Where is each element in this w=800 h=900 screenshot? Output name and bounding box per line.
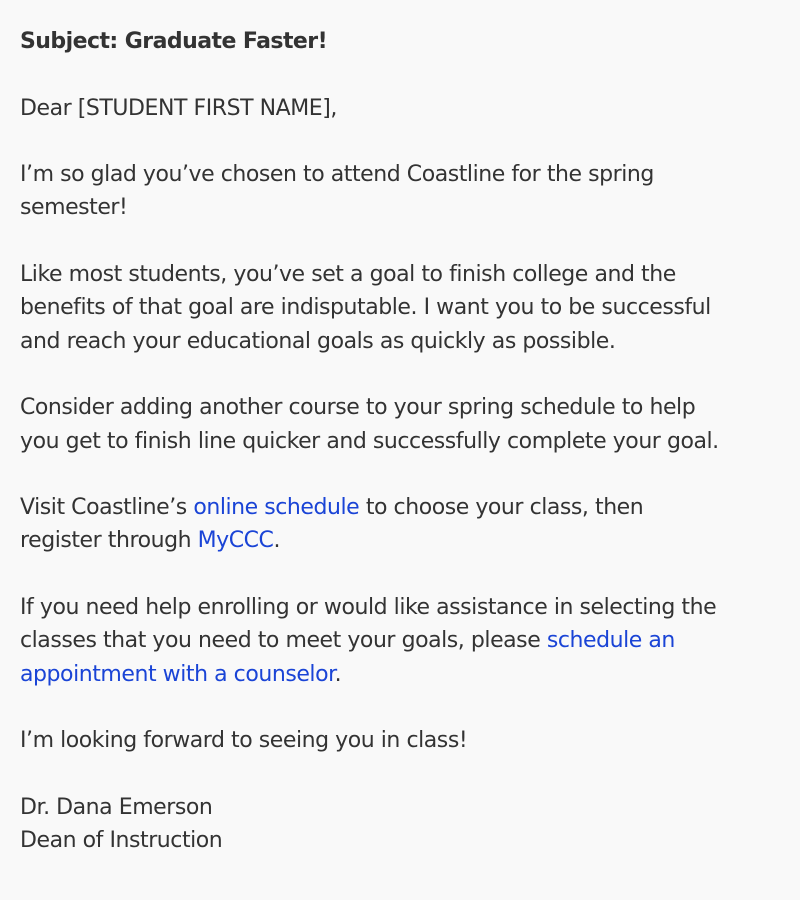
signature [20,791,784,858]
email-subject: Subject: Graduate Faster! [20,29,328,54]
goal-line-3: and reach your educational goals as quickly as possible. [20,328,616,354]
visit-line-1 [20,491,784,524]
help-line3-suffix: . [334,661,342,687]
visit-prefix: Visit Coastline’s [20,495,194,521]
help-paragraph [20,591,784,691]
signature-title: Dean of Instruction [20,828,223,854]
greeting: Dear [STUDENT FIRST NAME], [20,95,337,121]
visit-line-2 [20,524,784,557]
visit-middle: to choose your class, then [359,495,644,521]
help-line-1: If you need help enrolling or would like assistance in selecting the [20,595,717,621]
closing: I’m looking forward to seeing you in class! [20,728,468,754]
consider-line-2: you get to finish line quicker and successfully complete your goal. [20,428,719,454]
help-line-3 [20,658,784,691]
intro-paragraph [20,158,784,225]
intro-line-1: I’m so glad you’ve chosen to attend Coastline for the spring [20,162,654,188]
intro-line-2: semester! [20,195,128,221]
goal-paragraph [20,258,784,358]
counselor-appointment-link-continued[interactable]: appointment with a counselor [20,661,335,687]
help-line-2 [20,624,784,657]
consider-line-1: Consider adding another course to your spring schedule to help [20,395,696,421]
goal-line-2: benefits of that goal are indisputable. I want you to be successful [20,295,711,321]
help-line2-prefix: classes that you need to meet your goals, please [20,628,547,654]
myccc-link[interactable]: MyCCC [197,528,274,554]
counselor-appointment-link[interactable]: schedule an [546,628,675,654]
consider-paragraph [20,391,784,458]
visit-paragraph [20,491,784,558]
signature-name: Dr. Dana Emerson [20,794,213,820]
goal-line-1: Like most students, you’ve set a goal to finish college and the [20,262,676,288]
visit-line2-suffix: . [273,528,281,554]
visit-line2-prefix: register through [20,528,198,554]
online-schedule-link[interactable]: online schedule [193,495,360,521]
